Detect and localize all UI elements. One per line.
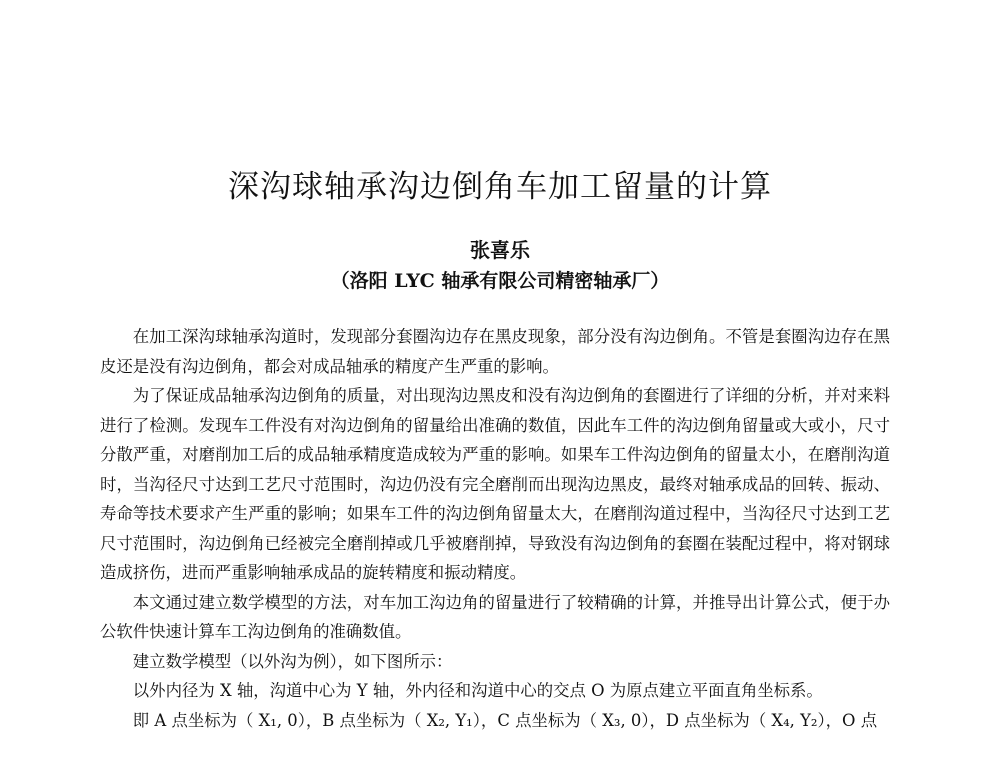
paragraph-method: 本文通过建立数学模型的方法，对车加工沟边角的留量进行了较精确的计算，并推导出计算公式，便于办公软件快速计算车工沟边倒角的准确数值。 — [100, 592, 890, 641]
paragraph-points: 即 A 点坐标为（ X₁, 0），B 点坐标为（ X₂, Y₁），C 点坐标为（ X₃, 0），D 点坐标为（ X₄, Y₂），O 点 — [132, 710, 878, 730]
paragraph-analysis: 为了保证成品轴承沟边倒角的质量，对出现沟边黑皮和没有沟边倒角的套圈进行了详细的分析，并对来料进行了检测。发现车工件没有对沟边倒角的留量给出准确的数值，因此车工件的沟边倒角留量或大或小，尺寸分散严重，对磨削加工后的成品轴承精度造成较为严重的影响。如果车工件沟边倒角的留量太小，在磨削沟道时，当沟径尺寸达到工艺尺寸范围时，沟边仍没有完全磨削而出现沟边黑皮，最终对轴承成品的回转、振动、寿命等技术要求产生严重的影响；如果车工件的沟边倒角留量太大，在磨削沟道过程中，当沟径尺寸达到工艺尺寸范围时，沟边倒角已经被完全磨削掉或几乎被磨削掉，导致没有沟边倒角的套圈在装配过程中，将对钢球造成挤伤，进而严重影响轴承成品的旋转精度和振动精度。 — [100, 386, 890, 582]
author-name: 张喜乐 — [470, 238, 530, 262]
paragraph-model: 建立数学模型（以外沟为例），如下图所示： — [132, 651, 453, 671]
paragraph-intro: 在加工深沟球轴承沟道时，发现部分套圈沟边存在黑皮现象，部分没有沟边倒角。不管是套圈沟边存在黑皮还是没有沟边倒角，都会对成品轴承的精度产生严重的影响。 — [100, 327, 890, 376]
paragraph-coordinates: 以外内径为 X 轴，沟道中心为 Y 轴，外内径和沟道中心的交点 O 为原点建立平面直角坐标系。 — [132, 681, 823, 700]
author-affiliation: （洛阳 LYC 轴承有限公司精密轴承厂） — [330, 270, 670, 292]
body-text — [100, 322, 890, 735]
paper-title: 深沟球轴承沟边倒角车加工留量的计算 — [228, 169, 772, 205]
